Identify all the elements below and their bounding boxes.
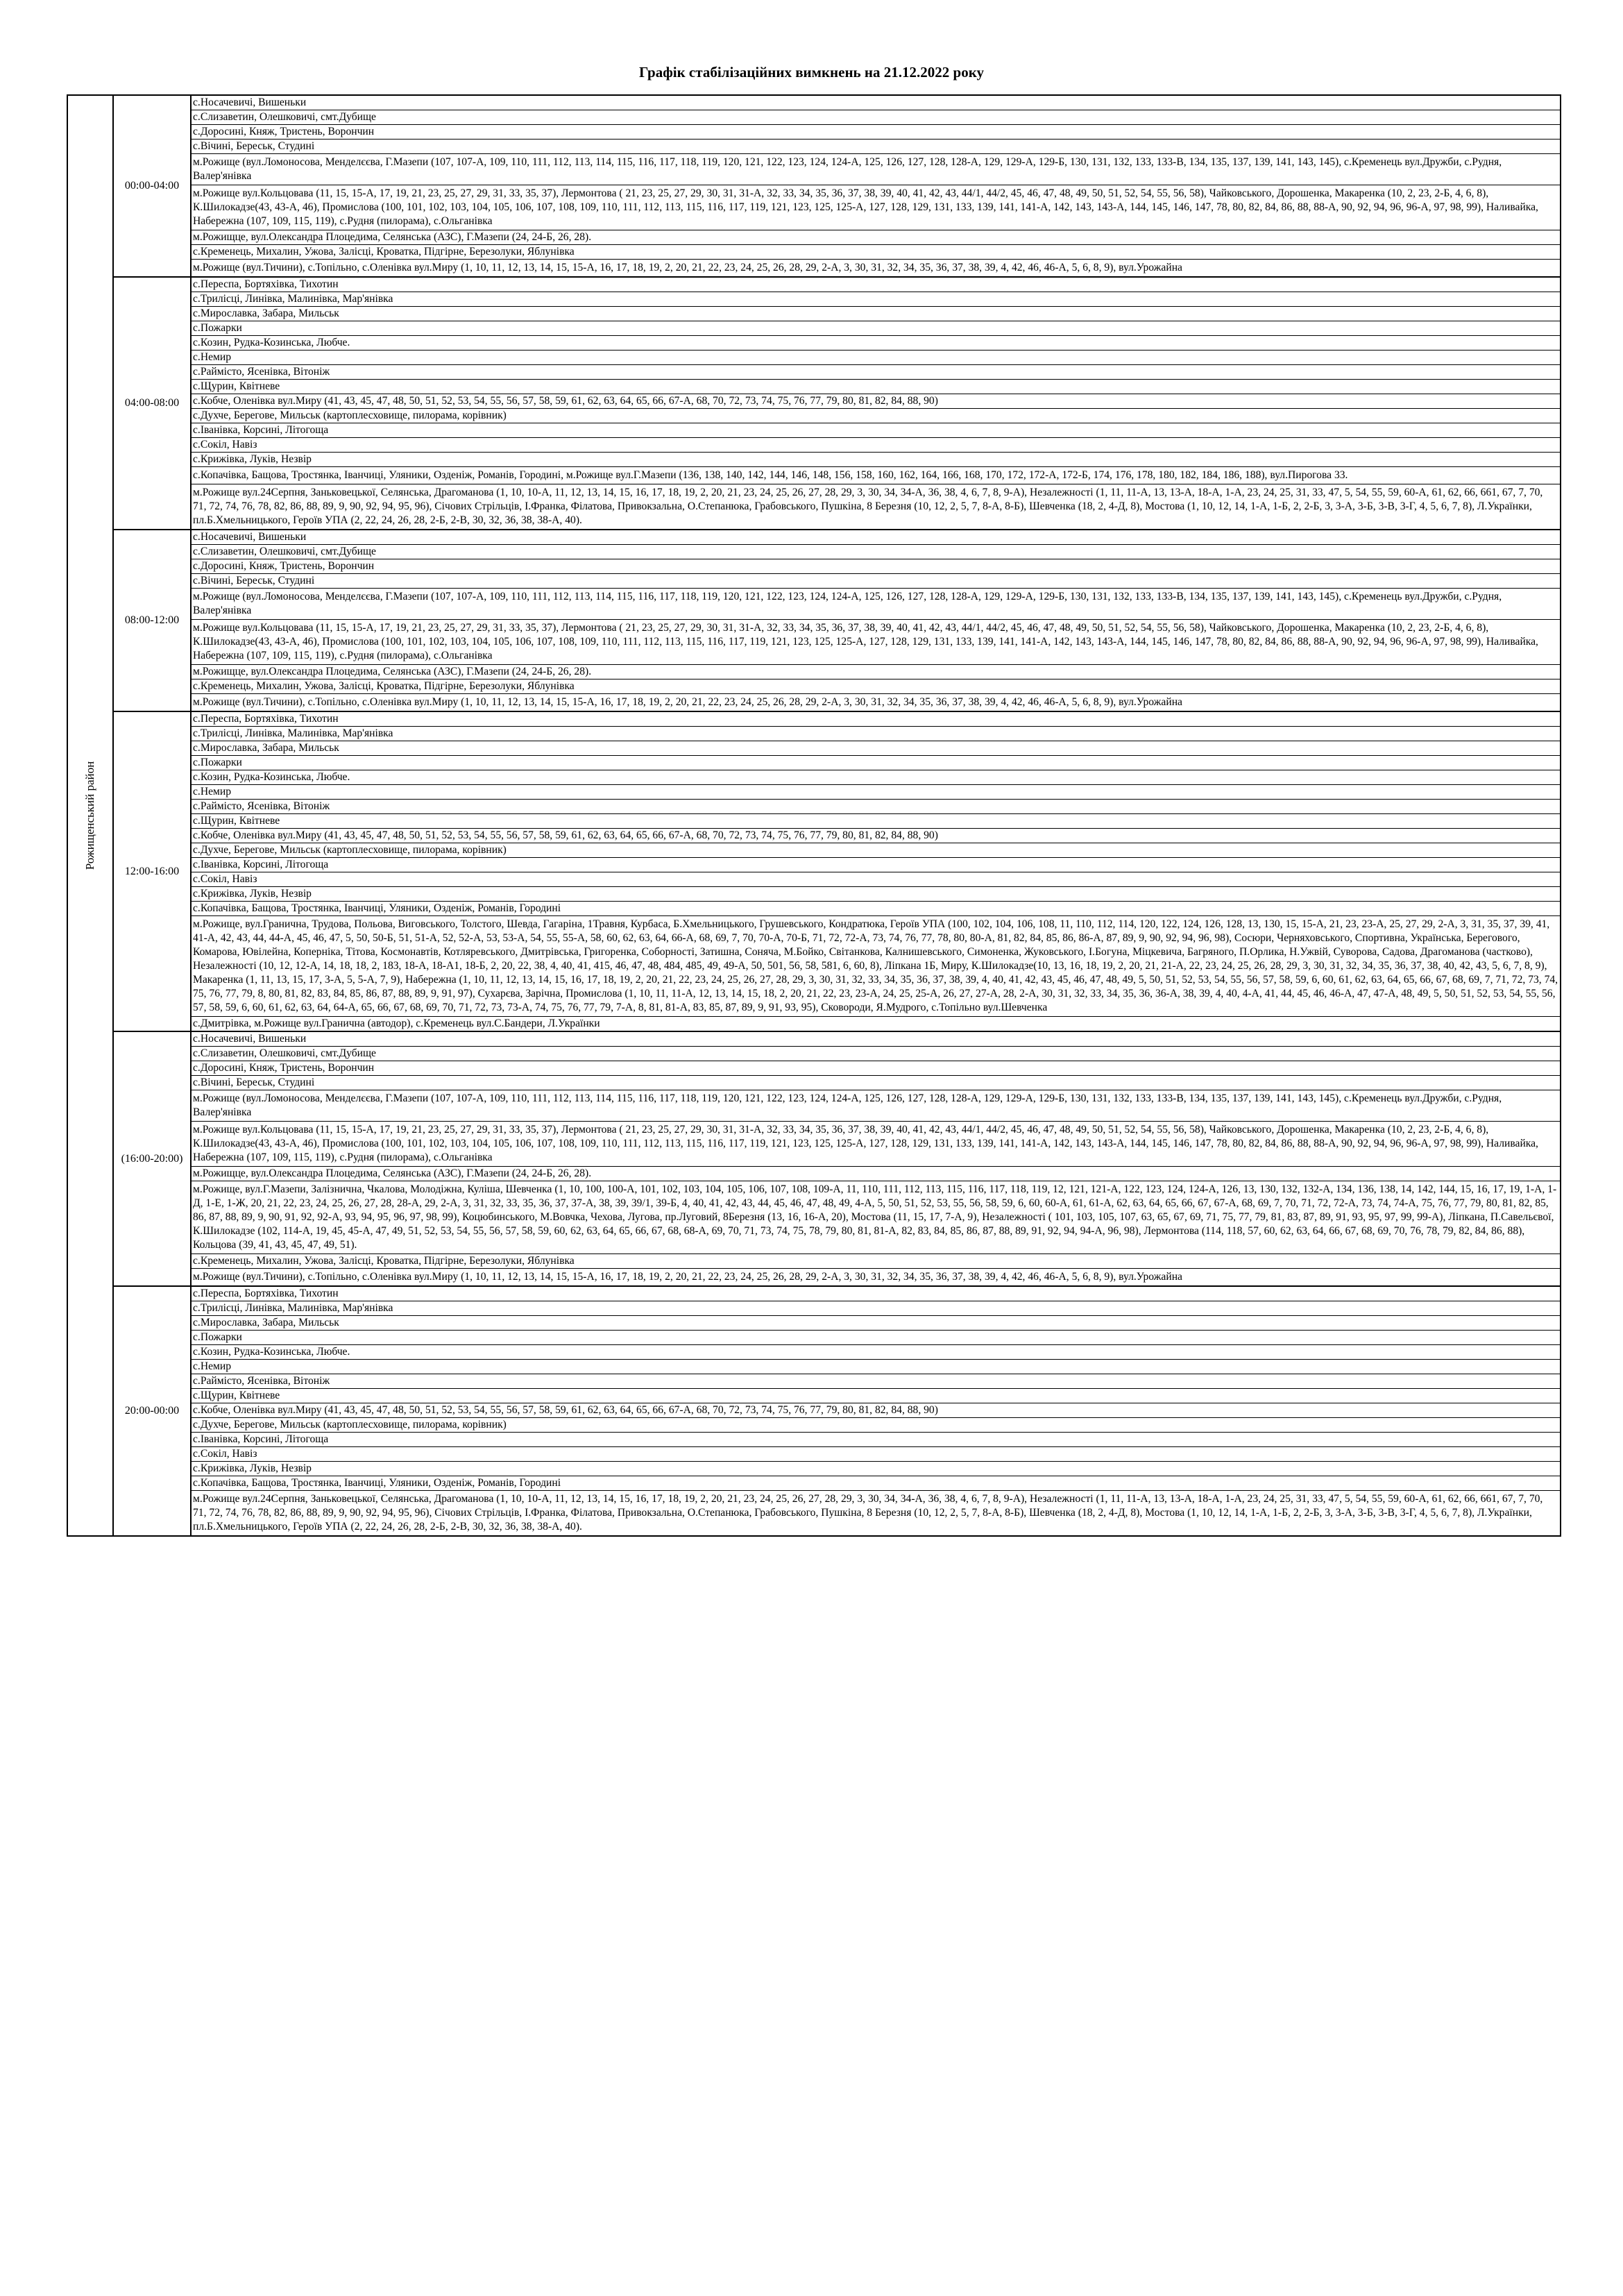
- area-item: с.Трилісці, Линівка, Малинівка, Мар'янівка: [192, 292, 1560, 307]
- area-item: с.Крижівка, Луків, Незвір: [192, 887, 1560, 902]
- time-slot: 12:00-16:00: [113, 711, 191, 1031]
- area-item: с.Копачівка, Бащова, Тростянка, Іванчиці, Уляники, Озденіж, Романів, Городині, м.Рожище вул.Г.Мазепи (136, 138, 140, 142, 144, 146, 148, 156, 158, 160, 162, 164, 166, 168, 170, 172, 172-А, 172-Б, 174, 176, 178, 180, 182, 184, 186, 188), вул.Пирогова 33.: [192, 467, 1560, 484]
- area-item: с.Іванівка, Корсині, Літогоща: [192, 423, 1560, 438]
- area-item: с.Сокіл, Навіз: [192, 872, 1560, 887]
- district-cell: [67, 95, 113, 1536]
- area-item: м.Рожище, вул.Гранична, Трудова, Польова, Виговського, Толстого, Шевда, Гагаріна, 1Травня, Курбаса, Б.Хмельницького, Грушевського, Кондратюка, Героїв УПА (100, 102, 104, 106, 108, 11, 110, 112, 114, 120, 122, 124, 126, 128, 13, 130, 15, 15-А, 21, 23, 23-А, 25, 27, 29, 2-А, 3, 31, 35, 37, 39, 41, 41-А, 42, 43, 44, 44-А, 45, 46, 47, 5, 50, 50-Б, 51, 51-А, 52, 52-А, 53, 53-А, 54, 55, 55-А, 58, 60, 62, 63, 64, 66-А, 68, 69, 7, 70, 70-А, 70-Б, 71, 72, 72-А, 73, 74, 76, 77, 78, 80, 80-А, 81, 82, 84, 85, 86, 86-А, 87, 89, 9, 90, 92, 94, 96, 98), Сосюри, Черняховського, Спортивна, Українська, Берегового, Комарова, Ювілейна, Коперніка, Тітова, Космонавтів, Котляревського, Дмитрівська, Григоренка, Соборності, Затишна, Соняча, М.Бойко, Світанкова, Калнишевського, Симоненка, Жуковського, І.Богуна, Міцкевича, Багряного, П.Орлика, Н.Ужвій, Суворова, Садова, Драгоманова (частково), Незалежності (10, 12, 12-А, 14, 18, 18, 2, 183, 18-А, 18-А1, 18-Б, 2, 20, 22, 38, 4, 40, 41, 415, 46, 47, 48, 484, 485, 49, 49-А, 50, 501, 56, 58, 581, 6, 60, 8), Ліпкана 1Б, Миру, К.Шилокадзе(10, 13, 16, 18, 19, 2, 20, 21, 21-А, 22, 23, 24, 25, 26, 28, 29, 3, 30, 31, 32, 34, 35, 36, 37, 38, 40, 42, 43, 5, 6, 7, 8, 9), Макаренка (1, 11, 13, 15, 17, 3-А, 5, 5-А, 7, 9), Набережна (1, 10, 11, 12, 13, 14, 15, 16, 17, 18, 19, 2, 20, 21, 22, 23, 24, 25, 26, 27, 28, 29, 3, 30, 31, 32, 33, 34, 35, 36, 37, 38, 39, 4, 40, 41, 42, 43, 45, 46, 47, 48, 49, 5, 50, 51, 52, 53, 54, 55, 56, 57, 58, 59, 6, 60, 61, 62, 63, 64, 65, 66, 67, 68, 69, 7, 71, 72, 73, 74, 75, 76, 77, 79, 8, 80, 81, 82, 83, 84, 85, 86, 87, 88, 89, 9, 91, 97), Сухарєва, Зарічна, Промислова (1, 10, 11, 11-А, 12, 13, 14, 15, 18, 2, 20, 21, 22, 23, 23-А, 24, 25, 25-А, 26, 27, 27-А, 28, 2-А, 30, 31, 32, 33, 34, 35, 36, 36-А, 38, 39, 4, 40, 4-А, 41, 44, 45, 46, 46-А, 47, 47-А, 48, 49, 5, 50, 51, 52, 53, 54, 55, 56, 57, 58, 59, 6, 60, 61, 62, 63, 64, 64-А, 65, 66, 67, 68, 69, 70, 71, 72, 73, 73-А, 74, 75, 76, 77, 79, 7-А, 8, 81, 81-А, 83, 85, 87, 89, 9, 91, 93, 95), Сковороди, Я.Мудрого, с.Топільно вул.Шевченка: [192, 916, 1560, 1017]
- area-list: [191, 530, 1561, 711]
- area-item: с.Козин, Рудка-Козинська, Любче.: [192, 336, 1560, 351]
- area-item: с.Трилісці, Линівка, Малинівка, Мар'янівка: [192, 727, 1560, 741]
- area-item: м.Рожище, вул.Г.Мазепи, Залізнична, Чкалова, Молодіжна, Куліша, Шевченка (1, 10, 100, 100-А, 101, 102, 103, 104, 105, 106, 107, 108, 109-А, 11, 110, 111, 112, 113, 115, 116, 117, 118, 119, 12, 121, 121-А, 122, 123, 124, 124-А, 126, 13, 130, 132, 132-А, 134, 136, 138, 14, 142, 144, 15, 16, 17, 19, 1-А, 1-Д, 1-Е, 1-Ж, 20, 21, 22, 23, 24, 25, 26, 27, 28, 28-А, 29, 2-А, 3, 31, 32, 33, 35, 36, 37, 37-А, 38, 39, 39/1, 39-Б, 4, 40, 41, 42, 43, 44, 45, 46, 47, 48, 49, 4-А, 5, 50, 51, 52, 53, 55, 56, 58, 59, 6, 60, 60-А, 61, 61-А, 62, 63, 64, 65, 66, 67, 67-А, 68, 69, 7, 70, 71, 72, 72-А, 73, 74, 74-А, 75, 76, 77, 79, 80, 81, 82, 85, 86, 87, 88, 89, 9, 90, 91, 92, 92-А, 93, 94, 95, 96, 97, 98, 99), Коцюбинського, М.Вовчка, Чехова, Лугова, пр.Луговий, 8Березня (13, 16, 16-А, 20), Мостова (11, 15, 17, 7-А, 9), Незалежності ( 101, 103, 105, 107, 63, 65, 67, 69, 71, 75, 77, 79, 81, 83, 87, 89, 91, 93, 95, 97, 99, 99-А), Ліпкана, П.Савельєвої, К.Шилокадзе (102, 114-А, 19, 45, 45-А, 47, 49, 51, 52, 53, 54, 55, 56, 57, 58, 59, 60, 62, 63, 64, 65, 66, 67, 68, 68-А, 69, 70, 71, 73, 74, 75, 78, 79, 80, 81, 81-А, 82, 83, 84, 85, 86, 87, 88, 89, 91, 92, 94, 94-А, 96, 98), Лермонтова (114, 118, 57, 60, 62, 63, 64, 66, 67, 68, 69, 70, 76, 78, 79, 82, 84, 86, 88), Кольцова (39, 41, 43, 45, 47, 49, 51).: [192, 1181, 1560, 1254]
- area-item: с.Трилісці, Линівка, Малинівка, Мар'янівка: [192, 1301, 1560, 1316]
- area-item: м.Рожище (вул.Ломоносова, Менделєєва, Г.Мазепи (107, 107-А, 109, 110, 111, 112, 113, 114, 115, 116, 117, 118, 119, 120, 121, 122, 123, 124, 124-А, 125, 126, 127, 128, 128-А, 129, 129-А, 129-Б, 130, 131, 132, 133, 133-В, 134, 135, 137, 139, 141, 143, 145), с.Кременець вул.Дружби, с.Рудня, Валер'янівка: [192, 154, 1560, 185]
- district-name: Рожищенський район: [83, 761, 96, 870]
- time-slot: 00:00-04:00: [113, 95, 191, 277]
- area-item: с.Козин, Рудка-Козинська, Любче.: [192, 1345, 1560, 1360]
- area-item: с.Вічині, Береськ, Студині: [192, 140, 1560, 154]
- slot-row: [67, 95, 1561, 277]
- area-item: м.Рожище (вул.Тичини), с.Топільно, с.Оленівка вул.Миру (1, 10, 11, 12, 13, 14, 15, 15-А, 16, 17, 18, 19, 2, 20, 21, 22, 23, 24, 25, 26, 28, 29, 2-А, 3, 30, 31, 32, 34, 35, 36, 37, 38, 39, 4, 42, 46, 46-А, 5, 6, 8, 9), вул.Урожайна: [193, 262, 1182, 273]
- area-item: с.Мирославка, Забара, Мильськ: [192, 741, 1560, 756]
- area-item: м.Рожище вул.Кольцовава (11, 15, 15-А, 17, 19, 21, 23, 25, 27, 29, 31, 33, 35, 37), Лермонтова ( 21, 23, 25, 27, 29, 30, 31, 31-А, 32, 33, 34, 35, 36, 37, 38, 39, 40, 41, 42, 43, 44/1, 44/2, 45, 46, 47, 48, 49, 50, 51, 52, 54, 55, 56, 58), Чайковського, Дорошенка, Макаренка (10, 2, 23, 2-Б, 4, 6, 8), К.Шилокадзе(43, 43-А, 46), Промислова (100, 101, 102, 103, 104, 105, 106, 107, 108, 109, 110, 111, 112, 113, 115, 116, 117, 119, 121, 123, 125, 125-А, 127, 128, 129, 131, 133, 139, 141, 141-А, 142, 143, 143-А, 144, 145, 146, 147, 78, 80, 82, 84, 86, 88, 88-А, 90, 92, 94, 96, 96-А, 97, 98, 99), Наливайка, Набережна (107, 109, 115, 119), с.Рудня (пилорама), с.Ольганівка: [192, 1122, 1560, 1167]
- area-item: м.Рожищце, вул.Олександра Плоцедима, Селянська (АЗС), Г.Мазепи (24, 24-Б, 26, 28).: [192, 230, 1560, 245]
- area-item: с.Носачевичі, Вишеньки: [192, 530, 1560, 545]
- area-item: с.Козин, Рудка-Козинська, Любче.: [192, 770, 1560, 785]
- area-item: с.Щурин, Квітневе: [192, 814, 1560, 829]
- area-item: с.Дмитрівка, м.Рожище вул.Гранична (автодор), с.Кременець вул.С.Бандери, Л.Українки: [193, 1018, 600, 1029]
- area-item: с.Переспа, Бортяхівка, Тихотин: [192, 712, 1560, 727]
- area-item: м.Рожище (вул.Тичини), с.Топільно, с.Оленівка вул.Миру (1, 10, 11, 12, 13, 14, 15, 15-А, 16, 17, 18, 19, 2, 20, 21, 22, 23, 24, 25, 26, 28, 29, 2-А, 3, 30, 31, 32, 34, 35, 36, 37, 38, 39, 4, 42, 46, 46-А, 5, 6, 8, 9), вул.Урожайна: [193, 1271, 1182, 1283]
- area-item: с.Сокіл, Навіз: [192, 1447, 1560, 1462]
- area-item: с.Щурин, Квітневе: [192, 380, 1560, 394]
- area-item: с.Кременець, Михалин, Ужова, Залісці, Кроватка, Підгірне, Березолуки, Яблунівка: [192, 245, 1560, 260]
- area-item: с.Духче, Берегове, Мильськ (картоплесховище, пилорама, корівник): [192, 843, 1560, 858]
- area-item: с.Переспа, Бортяхівка, Тихотин: [192, 1287, 1560, 1301]
- area-item: с.Духче, Берегове, Мильськ (картоплесховище, пилорама, корівник): [192, 409, 1560, 423]
- area-item: м.Рожище вул.24Серпня, Заньковецької, Селянська, Драгоманова (1, 10, 10-А, 11, 12, 13, 14, 15, 16, 17, 18, 19, 2, 20, 21, 23, 24, 25, 26, 27, 28, 29, 3, 30, 34, 34-А, 36, 38, 4, 6, 7, 8, 9-А), Незалежності (1, 11, 11-А, 13, 13-А, 18-А, 1-А, 23, 24, 25, 31, 33, 47, 5, 54, 55, 59, 60-А, 61, 62, 66, 661, 67, 7, 70, 71, 72, 74, 76, 78, 82, 86, 88, 89, 9, 90, 92, 94, 95, 96), Січових Стрільців, І.Франка, Філатова, Привокзальна, О.Степанюка, Грабовського, Пушкіна, 8 Березня (10, 12, 2, 5, 7, 8-А, 8-Б), Шевченка (18, 2, 4-Д, 8), Мостова (1, 10, 12, 14, 1-А, 1-Б, 2, 2-Б, 3, 3-А, 3-Б, 3-В, 3-Г, 4, 5, 6, 7, 8), Л.Українки, пл.Б.Хмельницького, Героїв УПА (2, 22, 24, 26, 28, 2-Б, 2-В, 30, 32, 36, 38, 38-А, 40).: [193, 1493, 1543, 1533]
- area-item: м.Рожищце, вул.Олександра Плоцедима, Селянська (АЗС), Г.Мазепи (24, 24-Б, 26, 28).: [192, 1167, 1560, 1181]
- time-slot: 20:00-00:00: [113, 1286, 191, 1536]
- area-item: с.Немир: [192, 1360, 1560, 1374]
- outage-schedule-table: [67, 94, 1561, 1537]
- area-item: с.Копачівка, Бащова, Тростянка, Іванчиці, Уляники, Озденіж, Романів, Городині: [192, 1476, 1560, 1491]
- area-item: с.Раймісто, Ясенівка, Вітоніж: [192, 1374, 1560, 1389]
- area-item: с.Мирославка, Забара, Мильськ: [192, 307, 1560, 321]
- area-list: [191, 1031, 1561, 1286]
- area-item: с.Копачівка, Бащова, Тростянка, Іванчиці, Уляники, Озденіж, Романів, Городині: [192, 902, 1560, 916]
- area-item: м.Рожище (вул.Ломоносова, Менделєєва, Г.Мазепи (107, 107-А, 109, 110, 111, 112, 113, 114, 115, 116, 117, 118, 119, 120, 121, 122, 123, 124, 124-А, 125, 126, 127, 128, 128-А, 129, 129-А, 129-Б, 130, 131, 132, 133, 133-В, 134, 135, 137, 139, 141, 143, 145), с.Кременець вул.Дружби, с.Рудня, Валер'янівка: [192, 1090, 1560, 1122]
- area-item: с.Доросині, Княж, Тристень, Ворончин: [192, 125, 1560, 140]
- time-slot: (16:00-20:00): [113, 1031, 191, 1286]
- area-item: с.Кременець, Михалин, Ужова, Залісці, Кроватка, Підгірне, Березолуки, Яблунівка: [192, 1254, 1560, 1269]
- area-item: с.Кобче, Оленівка вул.Миру (41, 43, 45, 47, 48, 50, 51, 52, 53, 54, 55, 56, 57, 58, 59, 61, 62, 63, 64, 65, 66, 67-А, 68, 70, 72, 73, 74, 75, 76, 77, 79, 80, 81, 82, 84, 88, 90): [192, 829, 1560, 843]
- area-item: с.Доросині, Княж, Тристень, Ворончин: [192, 1061, 1560, 1076]
- area-item: м.Рожище вул.Кольцовава (11, 15, 15-А, 17, 19, 21, 23, 25, 27, 29, 31, 33, 35, 37), Лермонтова ( 21, 23, 25, 27, 29, 30, 31, 31-А, 32, 33, 34, 35, 36, 37, 38, 39, 40, 41, 42, 43, 44/1, 44/2, 45, 46, 47, 48, 49, 50, 51, 52, 54, 55, 56, 58), Чайковського, Дорошенка, Макаренка (10, 2, 23, 2-Б, 4, 6, 8), К.Шилокадзе(43, 43-А, 46), Промислова (100, 101, 102, 103, 104, 105, 106, 107, 108, 109, 110, 111, 112, 113, 115, 116, 117, 119, 121, 123, 125, 125-А, 127, 128, 129, 131, 133, 139, 141, 141-А, 142, 143, 143-А, 144, 145, 146, 147, 78, 80, 82, 84, 86, 88, 88-А, 90, 92, 94, 96, 96-А, 97, 98, 99), Наливайка, Набережна (107, 109, 115, 119), с.Рудня (пилорама), с.Ольганівка: [192, 185, 1560, 230]
- area-item: с.Пожарки: [192, 321, 1560, 336]
- area-item: с.Доросині, Княж, Тристень, Ворончин: [192, 559, 1560, 574]
- area-item: с.Сокіл, Навіз: [192, 438, 1560, 453]
- area-item: с.Пожарки: [192, 756, 1560, 770]
- area-item: с.Носачевичі, Вишеньки: [192, 96, 1560, 110]
- area-item: с.Кобче, Оленівка вул.Миру (41, 43, 45, 47, 48, 50, 51, 52, 53, 54, 55, 56, 57, 58, 59, 61, 62, 63, 64, 65, 66, 67-А, 68, 70, 72, 73, 74, 75, 76, 77, 79, 80, 81, 82, 84, 88, 90): [192, 394, 1560, 409]
- area-item: с.Крижівка, Луків, Незвір: [192, 1462, 1560, 1476]
- area-item: с.Пожарки: [192, 1331, 1560, 1345]
- area-item: с.Крижівка, Луків, Незвір: [192, 453, 1560, 467]
- area-item: с.Слизаветин, Олешковичі, смт.Дубище: [192, 110, 1560, 125]
- area-item: с.Іванівка, Корсині, Літогоща: [192, 858, 1560, 872]
- area-item: с.Щурин, Квітневе: [192, 1389, 1560, 1403]
- area-item: с.Кобче, Оленівка вул.Миру (41, 43, 45, 47, 48, 50, 51, 52, 53, 54, 55, 56, 57, 58, 59, 61, 62, 63, 64, 65, 66, 67-А, 68, 70, 72, 73, 74, 75, 76, 77, 79, 80, 81, 82, 84, 88, 90): [192, 1403, 1560, 1418]
- area-item: с.Іванівка, Корсині, Літогоща: [192, 1433, 1560, 1447]
- area-item: с.Немир: [192, 785, 1560, 800]
- area-item: с.Духче, Берегове, Мильськ (картоплесховище, пилорама, корівник): [192, 1418, 1560, 1433]
- slot-row: [67, 711, 1561, 1031]
- time-slot: 04:00-08:00: [113, 277, 191, 530]
- slot-row: [67, 530, 1561, 711]
- area-item: м.Рожищце, вул.Олександра Плоцедима, Селянська (АЗС), Г.Мазепи (24, 24-Б, 26, 28).: [192, 665, 1560, 679]
- area-item: м.Рожище (вул.Ломоносова, Менделєєва, Г.Мазепи (107, 107-А, 109, 110, 111, 112, 113, 114, 115, 116, 117, 118, 119, 120, 121, 122, 123, 124, 124-А, 125, 126, 127, 128, 128-А, 129, 129-А, 129-Б, 130, 131, 132, 133, 133-В, 134, 135, 137, 139, 141, 143, 145), с.Кременець вул.Дружби, с.Рудня, Валер'янівка: [192, 589, 1560, 620]
- area-item: с.Кременець, Михалин, Ужова, Залісці, Кроватка, Підгірне, Березолуки, Яблунівка: [192, 679, 1560, 694]
- time-slot: 08:00-12:00: [113, 530, 191, 711]
- slot-row: [67, 1031, 1561, 1286]
- area-item: с.Носачевичі, Вишеньки: [192, 1032, 1560, 1047]
- area-item: с.Мирославка, Забара, Мильськ: [192, 1316, 1560, 1331]
- area-item: м.Рожище вул.Кольцовава (11, 15, 15-А, 17, 19, 21, 23, 25, 27, 29, 31, 33, 35, 37), Лермонтова ( 21, 23, 25, 27, 29, 30, 31, 31-А, 32, 33, 34, 35, 36, 37, 38, 39, 40, 41, 42, 43, 44/1, 44/2, 45, 46, 47, 48, 49, 50, 51, 52, 54, 55, 56, 58), Чайковського, Дорошенка, Макаренка (10, 2, 23, 2-Б, 4, 6, 8), К.Шилокадзе(43, 43-А, 46), Промислова (100, 101, 102, 103, 104, 105, 106, 107, 108, 109, 110, 111, 112, 113, 115, 116, 117, 119, 121, 123, 125, 125-А, 127, 128, 129, 131, 133, 139, 141, 141-А, 142, 143, 143-А, 144, 145, 146, 147, 78, 80, 82, 84, 86, 88, 88-А, 90, 92, 94, 96, 96-А, 97, 98, 99), Наливайка, Набережна (107, 109, 115, 119), с.Рудня (пилорама), с.Ольганівка: [192, 620, 1560, 665]
- area-item: с.Слизаветин, Олешковичі, смт.Дубище: [192, 545, 1560, 559]
- area-list: [191, 1286, 1561, 1536]
- area-list: [191, 711, 1561, 1031]
- area-item: м.Рожище вул.24Серпня, Заньковецької, Селянська, Драгоманова (1, 10, 10-А, 11, 12, 13, 14, 15, 16, 17, 18, 19, 2, 20, 21, 23, 24, 25, 26, 27, 28, 29, 3, 30, 34, 34-А, 36, 38, 4, 6, 7, 8, 9-А), Незалежності (1, 11, 11-А, 13, 13-А, 18-А, 1-А, 23, 24, 25, 31, 33, 47, 5, 54, 55, 59, 60-А, 61, 62, 66, 661, 67, 7, 70, 71, 72, 74, 76, 78, 82, 86, 88, 89, 9, 90, 92, 94, 95, 96), Січових Стрільців, І.Франка, Філатова, Привокзальна, О.Степанюка, Грабовського, Пушкіна, 8 Березня (10, 12, 2, 5, 7, 8-А, 8-Б), Шевченка (18, 2, 4-Д, 8), Мостова (1, 10, 12, 14, 1-А, 1-Б, 2, 2-Б, 3, 3-А, 3-Б, 3-В, 3-Г, 4, 5, 6, 7, 8), Л.Українки, пл.Б.Хмельницького, Героїв УПА (2, 22, 24, 26, 28, 2-Б, 2-В, 30, 32, 36, 38, 38-А, 40).: [193, 487, 1543, 526]
- area-item: с.Переспа, Бортяхівка, Тихотин: [192, 278, 1560, 292]
- area-item: с.Раймісто, Ясенівка, Вітоніж: [192, 800, 1560, 814]
- area-item: с.Немир: [192, 351, 1560, 365]
- area-item: м.Рожище (вул.Тичини), с.Топільно, с.Оленівка вул.Миру (1, 10, 11, 12, 13, 14, 15, 15-А, 16, 17, 18, 19, 2, 20, 21, 22, 23, 24, 25, 26, 28, 29, 2-А, 3, 30, 31, 32, 34, 35, 36, 37, 38, 39, 4, 42, 46, 46-А, 5, 6, 8, 9), вул.Урожайна: [193, 696, 1182, 708]
- area-list: [191, 277, 1561, 530]
- slot-row: [67, 1286, 1561, 1536]
- area-item: с.Вічині, Береськ, Студині: [192, 1076, 1560, 1090]
- area-item: с.Раймісто, Ясенівка, Вітоніж: [192, 365, 1560, 380]
- area-list: [191, 95, 1561, 277]
- slot-row: [67, 277, 1561, 530]
- area-item: с.Вічині, Береськ, Студині: [192, 574, 1560, 589]
- area-item: с.Слизаветин, Олешковичі, смт.Дубище: [192, 1047, 1560, 1061]
- page-title: Графік стабілізаційних вимкнень на 21.12.2022 року: [639, 64, 984, 81]
